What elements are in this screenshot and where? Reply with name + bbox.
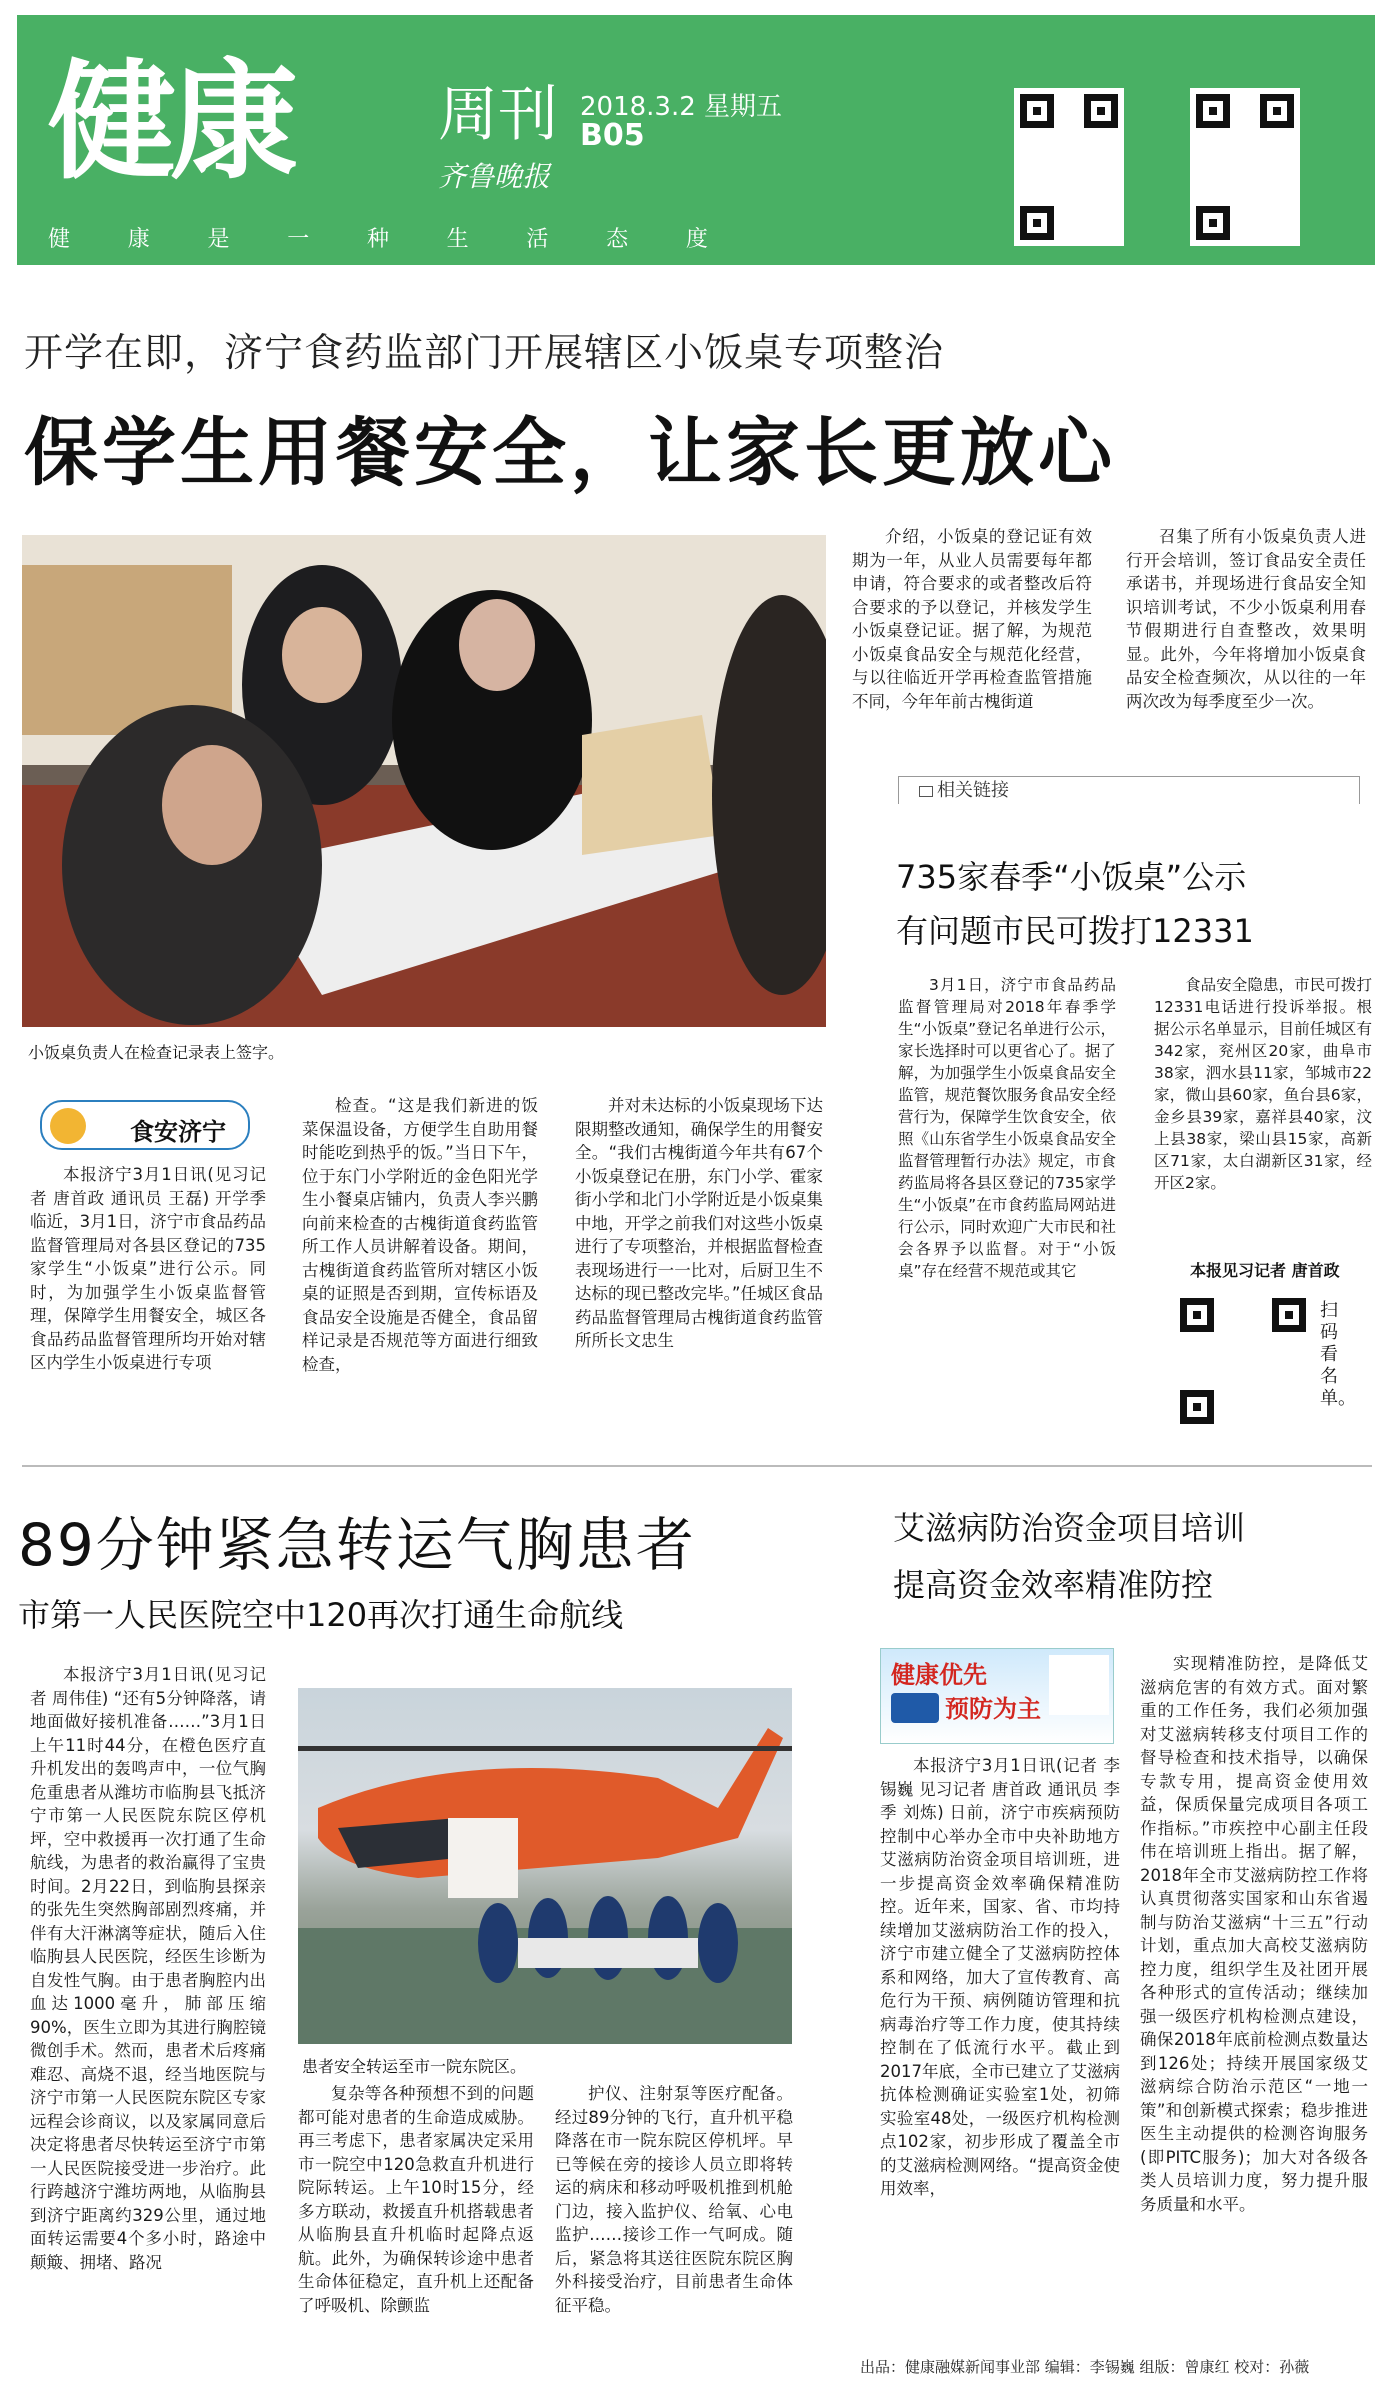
story3-headline-line2: 提高资金效率精准防控 [893,1566,1214,1604]
masthead-date: 2018.3.2 星期五 [580,92,783,122]
cdc-logo-icon [891,1693,939,1723]
story1-photo-caption: 小饭桌负责人在检查记录表上签字。 [28,1043,285,1062]
story2-headline: 89分钟紧急转运气胸患者 [18,1511,696,1579]
related-links-bar [898,776,1360,804]
story1-column-2: 检查。“这是我们新进的饭菜保温设备，方便学生自助用餐时能吃到热乎的饭。”当日下午，位于东门小学附近的金色阳光学生小餐桌店铺内，负责人李兴鹏向前来检查的古槐街道食药监管所工作人员讲解着设备。期间，古槐街道食药监管所对辖区小饭桌的证照是否到期，宣传标语及食品安全设施是否健全，食品留样记录是否规范等方面进行细致检查， [302,1096,538,1374]
story1-photo [22,535,826,1027]
qr-code-wechat[interactable] [1014,88,1124,246]
sidebar1-column-2: 食品安全隐患，市民可拨打12331电话进行投诉举报。根据公示名单显示，目前任城区有342家，兖州区20家，曲阜市38家，泗水县11家，邹城市22家，微山县60家，鱼台县6家，金乡县39家，嘉祥县40家，汶上县38家，梁山县15家，高新区71家，太白湖新区31家，经开区2家。 [1154,976,1372,1192]
qr-code-app[interactable] [1190,88,1300,246]
health-banner [880,1648,1114,1744]
story2-photo [298,1688,792,2044]
masthead-weekly: 周刊 [438,80,558,150]
related-links-label: 相关链接 [937,780,1009,801]
story1-column-5: 召集了所有小饭桌负责人进行开会培训，签订食品安全责任承诺书，并现场进行食品安全知识培训考试，不少小饭桌利用春节假期进行自查整改，效果明显。此外，今年将增加小饭桌食品安全检查频次，从以往的一年两次改为每季度至少一次。 [1126,527,1366,711]
sidebar1-title-line1: 735家春季“小饭桌”公示 [896,858,1247,896]
health-banner-line2: 预防为主 [945,1695,1041,1723]
section-divider [22,1465,1372,1467]
masthead-slogan: 健 康 是 一 种 生 活 态 度 [48,227,708,252]
story2-column-1: 本报济宁3月1日讯(见习记者 周伟佳) “还有5分钟降落，请地面做好接机准备……”3月1日上午11时44分，在橙色医疗直升机发出的轰鸣声中，一位气胸危重患者从潍坊市临朐县飞抵济宁市第一人民医院东院区停机坪，空中救援再一次打通了生命航线，为患者的救治赢得了宝贵时间。2月22日，到临朐县探亲的张先生突然胸部剧烈疼痛，并伴有大汗淋漓等症状，随后入住临朐县人民医院，经医生诊断为自发性气胸。由于患者胸腔内出血达1000毫升，肺部压缩90%，医生立即为其进行胸腔镜微创手术。然而，患者术后疼痛难忍、高烧不退，经当地医院与济宁市第一人民医院东院区专家远程会诊商议，以及家属同意后决定将患者尽快转运至济宁市第一人民医院接受进一步治疗。此行跨越济宁潍坊两地，从临朐县到济宁距离约329公里，通过地面转运需要4个多小时，路途中颠簸、拥堵、路况 [30,1665,266,2272]
masthead-page-number: B05 [580,118,645,153]
story1-column-3: 并对未达标的小饭桌现场下达限期整改通知，确保学生的用餐安全。“我们古槐街道今年共有67个小饭桌登记在册，东门小学、霍家街小学和北门小学附近是小饭桌集中地，开学之前我们对这些小饭桌进行了专项整治，并根据监督检查表现场进行一一比对，后厨卫生不达标的现已整改完毕。”任城区食品药品监督管理局古槐街道食药监管所所长文忠生 [575,1096,823,1350]
story3-column-2: 实现精准防控，是降低艾滋病危害的有效方式。面对繁重的工作任务，我们必须加强对艾滋病转移支付项目工作的督导检查和技术指导，以确保专款专用，提高资金使用效益，保质保量完成项目各项工作指标。”市疾控中心副主任段伟在培训班上指出。据了解，2018年全市艾滋病防控工作将认真贯彻落实国家和山东省遏制与防治艾滋病“十三五”行动计划，重点加大高校艾滋病防控力度，组织学生及社团开展各种形式的宣传活动；继续加强一级医疗机构检测点建设，确保2018年底前检测点数量达到126处；持续开展国家级艾滋病综合防治示范区“一地一策”和创新模式探索；稳步推进医生主动提供的检测咨询服务(即PITC服务)；加大对各级各类人员培训力度，努力提升服务质量和水平。 [1140,1654,1368,2214]
column-badge-label: 食安济宁 [130,1118,226,1146]
health-banner-line1: 健康优先 [891,1661,987,1689]
helicopter-photo-illustration [298,1688,792,2044]
story2-column-2: 复杂等各种预想不到的问题都可能对患者的生命造成威胁。再三考虑下，患者家属决定采用市一院空中120急救直升机进行院际转运。上午10时15分，经多方联动，救援直升机搭载患者从临朐县直升机临时起降点返航。此外，为确保转诊途中患者生命体征稳定，直升机上还配备了呼吸机、除颤监 [298,2084,534,2315]
link-icon [919,786,933,797]
sidebar1-byline: 本报见习记者 唐首政 [1190,1261,1340,1280]
story1-column-4: 介绍，小饭桌的登记证有效期为一年，从业人员需要每年都申请，符合要求的或者整改后符合要求的予以登记，并核发学生小饭桌登记证。据了解，为规范小饭桌食品安全与规范化经营，与以往临近开学再检查监管措施不同，今年年前古槐街道 [852,527,1092,711]
page-footer: 出品：健康融媒新闻事业部 编辑：李锡巍 组版：曾康红 校对：孙薇 [860,2358,1310,2376]
masthead-title: 健康 [48,47,293,197]
food-safety-icon [50,1108,86,1144]
story2-column-3: 护仪、注射泵等医疗配备。经过89分钟的飞行，直升机平稳降落在市一院东院区停机坪。早已等候在旁的接诊人员立即将转运的病床和移动呼吸机推到机舱门边，接入监护仪、给氧、心电监护……接诊工作一气呵成。随后，紧急将其送往医院东院区胸外科接受治疗，目前患者生命体征平稳。 [555,2084,793,2315]
qr-code-banner[interactable] [1049,1655,1109,1715]
column-badge [40,1100,250,1150]
story2-deck: 市第一人民医院空中120再次打通生命航线 [18,1596,624,1634]
story1-kicker: 开学在即，济宁食药监部门开展辖区小饭桌专项整治 [24,331,945,376]
qr-list-label: 扫码看名单。 [1320,1300,1356,1409]
sidebar1-title-line2: 有问题市民可拨打12331 [896,912,1254,950]
story3-column-1: 本报济宁3月1日讯(记者 李锡巍 见习记者 唐首政 通讯员 李季 刘炼) 日前，济宁市疾病预防控制中心举办全市中央补助地方艾滋病防治资金项目培训班，进一步提高资金效率确保精准防控。近年来，国家、省、市均持续增加艾滋病防治工作的投入，济宁市建立健全了艾滋病防控体系和网络，加大了宣传教育、高危行为干预、病例随访管理和抗病毒治疗等工作力度，使其持续控制在了低流行水平。截止到2017年底，全市已建立了艾滋病抗体检测确证实验室1处，初筛实验室48处，一级医疗机构检测点102家，初步形成了覆盖全市的艾滋病检测网络。“提高资金使用效率， [880,1756,1120,2198]
story1-column-1: 本报济宁3月1日讯(见习记者 唐首政 通讯员 王磊) 开学季临近，3月1日，济宁市食品药品监督管理局对各县区登记的735家学生“小饭桌”进行公示。同时，为加强学生小饭桌监督管理，保障学生用餐安全，城区各食品药品监督管理所均开始对辖区内学生小饭桌进行专项 [30,1165,266,1372]
masthead-paper-name: 齐鲁晚报 [438,160,551,193]
story2-photo-caption: 患者安全转运至市一院东院区。 [302,2057,527,2076]
inspection-photo-illustration [22,535,826,1027]
qr-code-list[interactable] [1178,1296,1308,1426]
story1-headline: 保学生用餐安全，让家长更放心 [24,410,1116,496]
story3-headline-line1: 艾滋病防治资金项目培训 [893,1509,1246,1547]
sidebar1-column-1: 3月1日，济宁市食品药品监督管理局对2018年春季学生“小饭桌”登记名单进行公示，家长选择时可以更省心了。据了解，为加强学生小饭桌食品安全监管，规范餐饮服务食品安全经营行为，保障学生饮食安全，依照《山东省学生小饭桌食品安全监督管理暂行办法》规定，市食药监局将各县区登记的735家学生“小饭桌”在市食药监局网站进行公示，同时欢迎广大市民和社会各界予以监督。对于“小饭桌”存在经营不规范或其它 [898,976,1116,1280]
